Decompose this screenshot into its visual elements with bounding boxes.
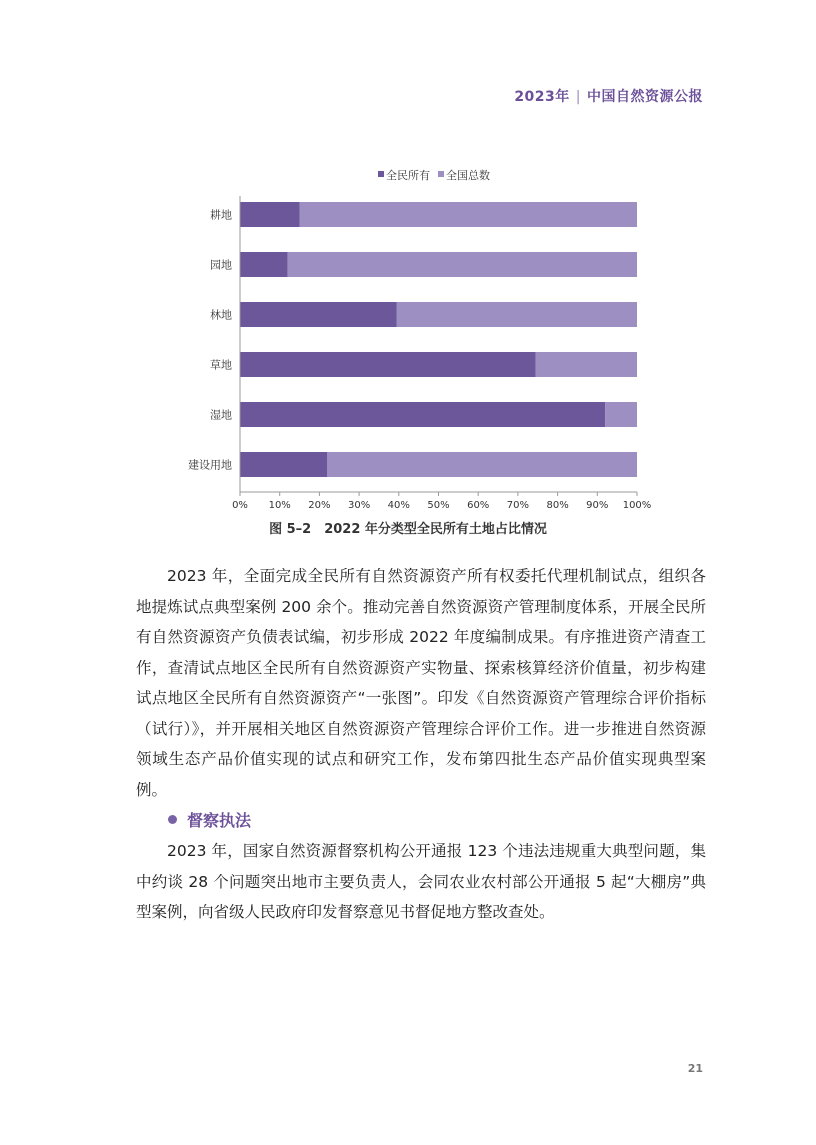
bar-4-series-0: [240, 402, 605, 427]
page-number: 21: [687, 1062, 703, 1075]
legend-swatch-0: [378, 171, 384, 177]
bar-3-series-0: [240, 352, 536, 377]
category-label-3: 草地: [210, 358, 232, 372]
figure-caption: 图 5–2 2022 年分类型全民所有土地占比情况: [269, 522, 547, 537]
stacked-bar-chart: [0, 0, 816, 515]
category-label-5: 建设用地: [188, 458, 232, 472]
bar-1-series-0: [240, 252, 288, 277]
x-tick-label-5: 50%: [427, 500, 450, 511]
x-tick-label-3: 30%: [347, 500, 371, 511]
header-title: 中国自然资源公报: [587, 89, 703, 105]
x-tick-label-4: 40%: [387, 500, 410, 511]
x-tick-label-8: 80%: [546, 500, 569, 511]
legend-swatch-1: [438, 171, 444, 177]
bar-3-series-1: [536, 352, 637, 377]
x-tick-label-1: 10%: [268, 500, 291, 511]
x-tick-label-6: 60%: [467, 500, 490, 511]
bullet-dot-icon: [168, 815, 177, 824]
bar-1-series-1: [288, 252, 637, 277]
body-paragraph-1: 2023 年，全面完成全民所有自然资源资产所有权委托代理机制试点，组织各地提炼试点典型案例 200 余个。推动完善自然资源资产管理制度体系，开展全民所有自然资源资产负债表试编，初步形成 2022 年度编制成果。有序推进资产清查工作，查清试点地区全民所有自然资源资产实物量、探索核算经济价值量，初步构建试点地区全民所有自然资源资产“一张图”。印发《自然资源资产管理综合评价指标（试行）》，并开展相关地区自然资源资产管理综合评价工作。进一步推进自然资源领域生态产品价值实现的试点和研究工作，发布第四批生态产品价值实现典型案例。: [136, 567, 706, 799]
header-year: 2023年: [514, 89, 570, 105]
bar-5-series-1: [327, 452, 637, 477]
bar-5-series-0: [240, 452, 327, 477]
x-tick-label-9: 90%: [586, 500, 609, 511]
bar-2-series-0: [240, 302, 397, 327]
bar-2-series-1: [397, 302, 637, 327]
section-heading: [168, 808, 251, 831]
category-label-0: 耕地: [210, 208, 232, 222]
x-tick-label-7: 70%: [506, 500, 530, 511]
bar-0-series-0: [240, 202, 300, 227]
x-tick-label-2: 20%: [308, 500, 331, 511]
x-tick-label-10: 100%: [622, 500, 652, 511]
section-heading-text: 督察执法: [187, 811, 252, 830]
bar-0-series-1: [300, 202, 637, 227]
legend-label-1: 全国总数: [446, 169, 490, 182]
bar-4-series-1: [605, 402, 637, 427]
header-separator: |: [575, 89, 581, 105]
category-label-1: 园地: [210, 258, 232, 272]
legend-label-0: 全民所有: [386, 169, 430, 182]
x-tick-label-0: 0%: [232, 500, 248, 511]
category-label-4: 湿地: [210, 408, 232, 422]
body-paragraph-2: 2023 年，国家自然资源督察机构公开通报 123 个违法违规重大典型问题，集中约谈 28 个问题突出地市主要负责人，会同农业农村部公开通报 5 起“大棚房”典型案例，向省级人民政府印发督察意见书督促地方整改查处。: [136, 842, 706, 921]
category-label-2: 林地: [210, 308, 232, 322]
